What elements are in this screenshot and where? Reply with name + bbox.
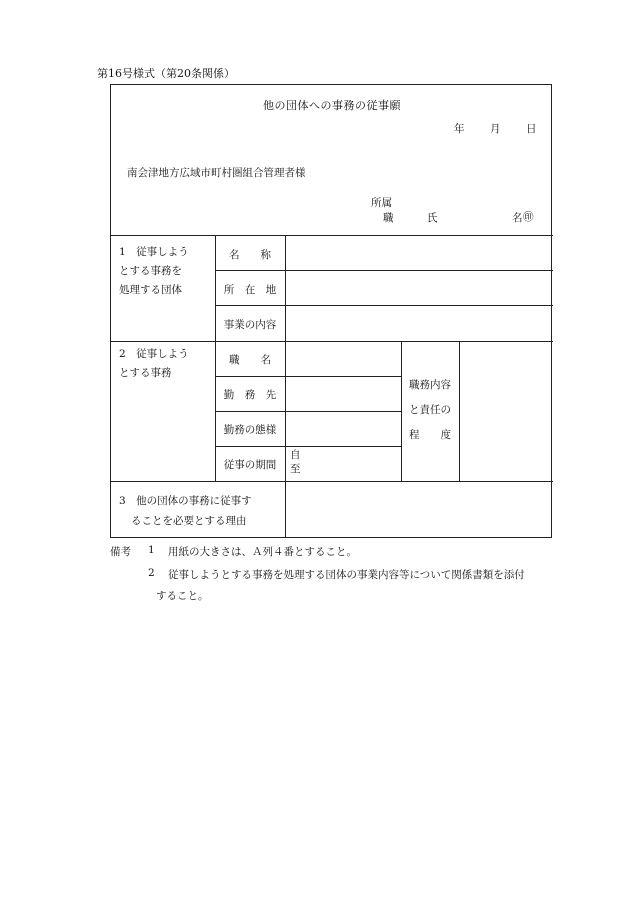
application-form-table [110, 84, 552, 538]
label-period: 従事の期間 [223, 459, 277, 471]
section3-heading: 3 他の団体の事務に従事す ることを必要とする理由 [119, 495, 252, 527]
label-org-address: 所 在 地 [223, 284, 277, 296]
affiliation-label: 所属 [371, 197, 392, 209]
label-workplace: 勤 務 先 [223, 389, 277, 401]
remarks-label: 備考 [110, 546, 131, 558]
section2-heading: 2 従事しよう とする事務 [119, 348, 189, 379]
seal-mark: ㊞ [523, 211, 534, 223]
addressee: 南会津地方広域市町村圏組合管理者様 [127, 167, 306, 179]
label-org-name: 名 称 [229, 249, 271, 261]
section1-heading: 1 従事しよう とする事務を 処理する団体 [119, 246, 189, 296]
name-given-label: 名 [512, 212, 523, 224]
form-label: 第16号様式（第20条関係） [97, 67, 235, 80]
name-surname-label: 氏 [427, 212, 438, 224]
divider-section1 [111, 341, 553, 342]
divider-section2 [111, 481, 553, 482]
position-label: 職 [383, 212, 394, 224]
duty-label: 職務内容 と責任の 程 度 [409, 379, 451, 441]
divider-header [111, 235, 553, 236]
label-org-business: 事業の内容 [223, 319, 277, 331]
period-to-mark: 至 [290, 463, 301, 475]
remark-2-continuation: すること。 [156, 590, 209, 602]
label-work-mode: 勤務の態様 [223, 424, 277, 436]
period-from-mark: 自 [290, 449, 301, 461]
remark-2-number: 2 [148, 567, 155, 579]
divider-heading-col [215, 235, 216, 481]
date-month-label: 月 [490, 123, 501, 135]
date-year-label: 年 [454, 123, 465, 135]
remark-1-text: 用紙の大きさは、Ａ列４番とすること。 [168, 546, 357, 558]
label-job-title: 職 名 [229, 354, 271, 366]
date-day-label: 日 [526, 123, 537, 135]
form-title: 他の団体への事務の従事願 [263, 99, 401, 112]
divider-label-col [285, 235, 286, 538]
remark-1-number: 1 [148, 544, 155, 556]
remark-2-text: 従事しようとする事務を処理する団体の事業内容等について関係書類を添付 [168, 569, 525, 581]
